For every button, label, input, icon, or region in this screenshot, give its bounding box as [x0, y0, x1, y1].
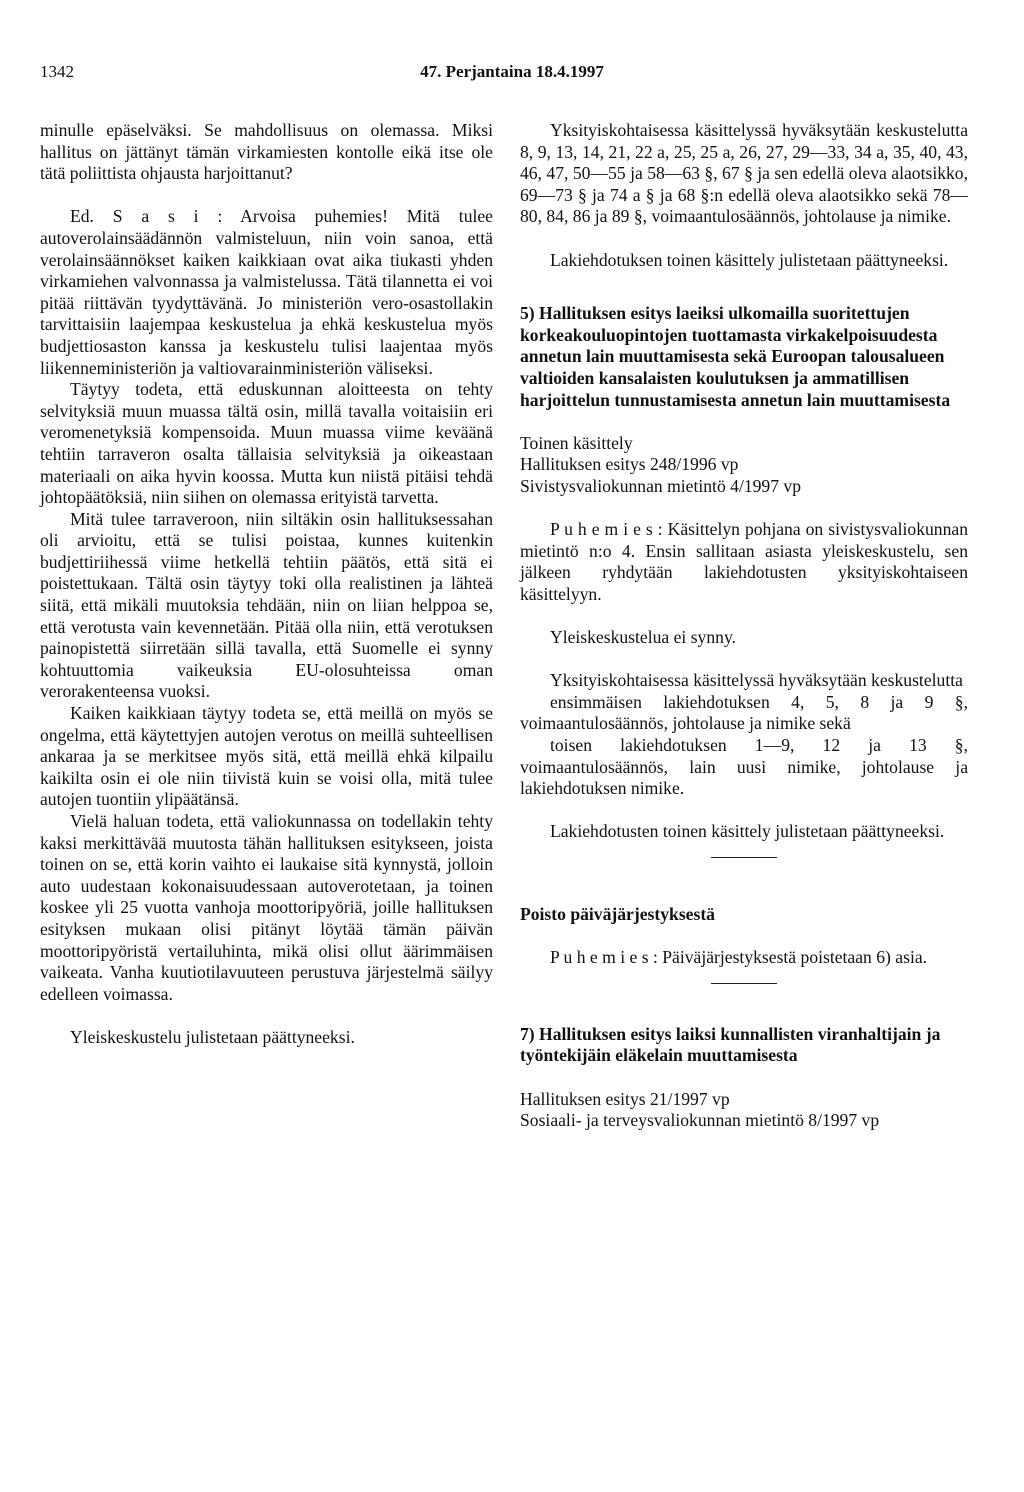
speaker-name: Ed. S a s i : — [70, 206, 223, 227]
poisto-title: Poisto päiväjärjestyksestä — [520, 904, 715, 924]
running-title: 47. Perjantaina 18.4.1997 — [420, 62, 604, 81]
speech-text: Arvoisa puhemies! Mitä tulee autoverolainsäädännön valmisteluun, niin voin sanoa, että verolainsäännökset kaiken kaikkiaan ovat aika tiukasti yhden virkamiehen valvonnassa ja valmistelussa. Tätä tilannetta ei voi pitää riittävän tyydyttävänä. Jo ministeriön vero-osastollakin tarvittaisiin laajempaa keskustelua ja ehkä keskustelua myös budjettiosaston kanssa ja keskustelu tulisi laajentaa myös liikenneministeriön ja valtiovarainministeriön väliseksi. — [40, 206, 493, 378]
item-5-line: Hallituksen esitys 248/1996 vp — [520, 454, 739, 475]
paragraph: Kaiken kaikkiaan täytyy todeta se, että meillä on myös se ongelma, että käytettyjen autojen verotus on meillä suhteellisen ankaraa ja se merkitsee myös sitä, että meillä ehkä kilpailu kaikilta osin ei ole niin tiivistä kuin se voisi olla, mitä tulee autojen tuontiin ylipäätänsä. — [40, 703, 493, 810]
item-7-title: 7) Hallituksen esitys laiksi kunnallisten viranhaltijain ja työntekijäin eläkelain muuttamisesta — [520, 1023, 941, 1066]
item-7-line: Sosiaali- ja terveysvaliokunnan mietintö 8/1997 vp — [520, 1110, 880, 1131]
speaker-name: P u h e m i e s : — [550, 947, 658, 968]
paragraph: Lakiehdotuksen toinen käsittely julistetaan päättyneeksi. — [550, 249, 949, 270]
speech-puhemies — [520, 947, 968, 969]
page-number: 1342 — [40, 62, 74, 81]
left-column — [40, 120, 493, 1049]
paragraph: Lakiehdotusten toinen käsittely julistetaan päättyneeksi. — [550, 821, 945, 842]
item-7-line: Hallituksen esitys 21/1997 vp — [520, 1088, 730, 1109]
paragraph: Yksityiskohtaisessa käsittelyssä hyväksytään keskustelutta 8, 9, 13, 14, 21, 22 a, 25, 25 a, 26, 27, 29—33, 34 a, 35, 40, 43, 46, 47, 50—55 ja 58—63 §, 67 § ja sen edellä oleva alaotsikko, 69—73 § ja 74 a § ja 68 §:n edellä oleva alaotsikko sekä 78—80, 84, 86 ja 89 §, voimaantulosäännös, johtolause ja nimike. — [520, 120, 968, 227]
speech-text: Käsittelyn pohjana on sivistysvaliokunnan mietintö n:o 4. Ensin sallitaan asiasta yleiskeskustelu, sen jälkeen ryhdytään lakiehdotusten yksityiskohtaiseen käsittelyyn. — [520, 519, 968, 604]
closing-note: Yleiskeskustelu julistetaan päättyneeksi. — [70, 1026, 355, 1047]
paragraph: Yksityiskohtaisessa käsittelyssä hyväksytään keskustelutta — [550, 670, 963, 691]
speech-text: Päiväjärjestyksestä poistetaan 6) asia. — [662, 947, 928, 968]
speaker-name: P u h e m i e s : — [550, 519, 663, 540]
speech-puhemies — [520, 519, 968, 605]
paragraph: Yleiskeskustelua ei synny. — [550, 627, 737, 648]
item-5-title: 5) Hallituksen esitys laeiksi ulkomailla suoritettujen korkeakouluopintojen tuottamasta virkakelpoisuudesta annetun lain muuttamisesta sekä Euroopan talousalueen valtioiden kansalaisten koulutuksen ja ammatillisen harjoittelun tunnustamisesta annetun lain muuttamisesta — [520, 303, 951, 410]
paragraph: Vielä haluan todeta, että valiokunnassa on todellakin tehty kaksi merkittävää muutosta tähän hallituksen esitykseen, joista toinen on se, että korin vaihto ei laukaise sitä kynnystä, jolloin auto uudestaan kokonaisuudessaan autoverotetaan, ja toinen koskee yli 25 vuotta vanhoja moottoripyöriä, joille hallituksen esityksen mukaan olisi pitänyt löytää tämän päivän moottoripyöristä vertailuhinta, mikä olisi ollut äärimmäisen vaikeata. Vanha kuutiotilavuuteen perustuva järjestelmä säilyy edelleen voimassa. — [40, 811, 493, 1004]
right-column — [520, 120, 968, 1132]
speech-sasi — [40, 206, 493, 379]
paragraph: minulle epäselväksi. Se mahdollisuus on olemassa. Miksi hallitus on jättänyt tämän virkamiesten kontolle eikä itse ole tätä poliittista ohjausta harjoittanut? — [40, 120, 493, 184]
section-divider — [711, 857, 777, 858]
paragraph: toisen lakiehdotuksen 1—9, 12 ja 13 §, voimaantulosäännös, lain uusi nimike, johtolause ja lakiehdotuksen nimike. — [520, 735, 968, 799]
page-header — [40, 62, 984, 86]
item-5-line: Sivistysvaliokunnan mietintö 4/1997 vp — [520, 475, 802, 496]
item-5-line: Toinen käsittely — [520, 432, 633, 453]
paragraph: Täytyy todeta, että eduskunnan aloitteesta on tehty selvityksiä muun muassa tältä osin, millä tavalla voitaisiin eri veromenetyksiä kompensoida. Muun muassa viime keväänä tehtiin tarraveron osalta tällaisia selvityksiä ja oikeastaan materiaali on aika hyvin koossa. Mutta kun niistä pitäisi tehdä johtopäätöksiä, niin siihen on olemassa erityistä tarvetta. — [40, 379, 493, 508]
section-divider — [711, 983, 777, 984]
paragraph: Mitä tulee tarraveroon, niin siltäkin osin hallituksessahan oli arvioitu, että se tulisi poistaa, kunnes kuitenkin budjettiriihessä viime hetkellä tehtiin päätös, että sitä ei poistettukaan. Tältä osin täytyy toki olla realistinen ja lähteä siitä, että mikäli muutoksia tehdään, niin on liian helppoa se, että verotusta vain kevennetään. Pitää olla niin, että verotuksen painopistettä siirretään sillä tavalla, että Suomelle ei synny kohtuuttomia vaikeuksia EU-olosuhteissa oman verorakenteensa vuoksi. — [40, 508, 493, 702]
paragraph: ensimmäisen lakiehdotuksen 4, 5, 8 ja 9 §, voimaantulosäännös, johtolause ja nimike sekä — [520, 691, 968, 734]
